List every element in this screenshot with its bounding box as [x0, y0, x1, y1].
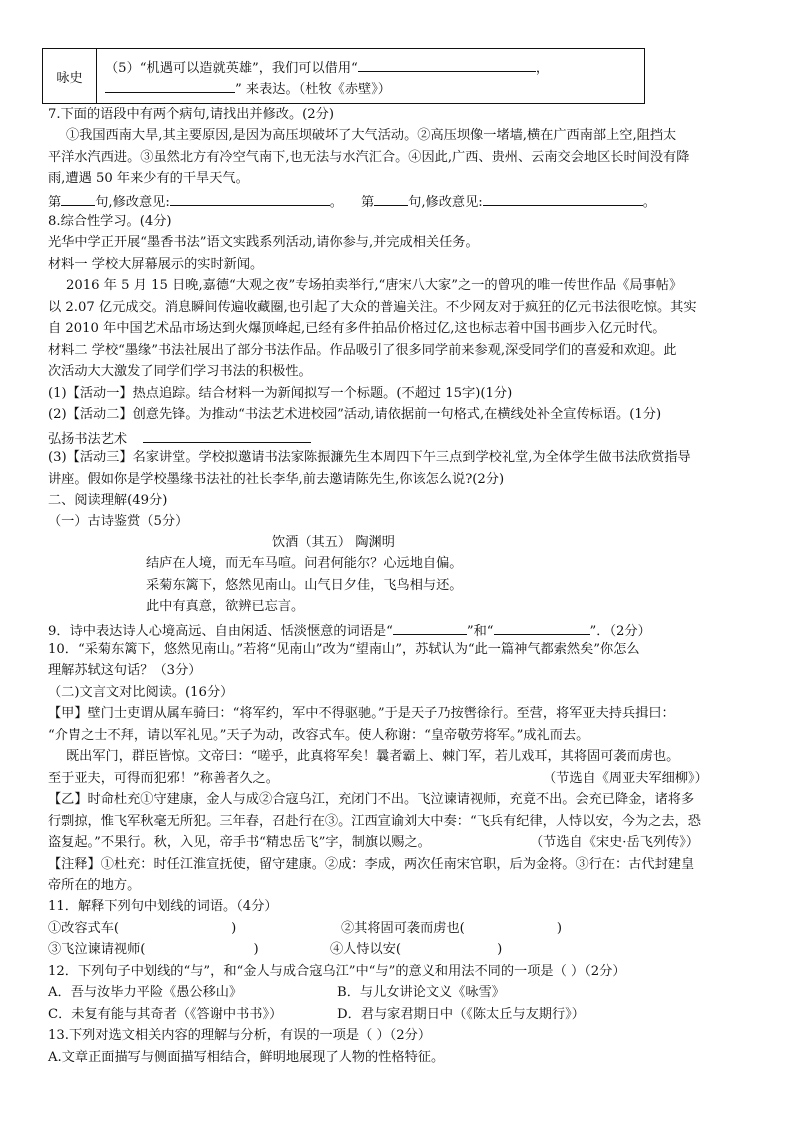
- material1-para: 自 2010 年中国艺术品市场达到火爆顶峰起,已经有多件拍品价格过亿,这也标志着中国书画步入亿元时代。: [48, 321, 666, 336]
- q8-title: 8.综合性学习。(4分): [48, 214, 172, 229]
- yongshi-line2: ” 来表达。（杜牧《赤壁》）: [235, 82, 391, 97]
- poem-line: 采菊东篱下，悠然见南山。山气日夕佳，飞鸟相与还。: [146, 578, 463, 593]
- poem-title: 饮酒（其五） 陶渊明: [272, 535, 395, 550]
- answer-blank[interactable]: [61, 191, 95, 206]
- source-note: （节选自《周亚夫军细柳》）: [543, 771, 708, 786]
- q8-intro: 光华中学正开展“墨香书法”语文实践系列活动,请你参与,并完成相关任务。: [48, 235, 479, 250]
- text-jia: 至于亚夫，可得而犯邪！”称善者久之。: [48, 771, 279, 786]
- q11-item: ④人恃以安( ): [330, 942, 503, 957]
- answer-blank[interactable]: [105, 78, 235, 93]
- q10: 理解苏轼这句话？（3分）: [48, 663, 202, 678]
- q11-item: ①改容式车( ): [48, 921, 237, 936]
- q10: 10．“采菊东篱下，悠然见南山。”若将“见南山”改为“望南山”，苏轼认为“此一篇神气都索然矣”你怎么: [48, 642, 640, 657]
- option-a[interactable]: A.文章正面描写与侧面描写相结合，鲜明地展现了人物的性格特征。: [48, 1050, 445, 1065]
- q11-item: ②其将固可袭而虏也( ): [341, 921, 562, 936]
- activity1: (1)【活动一】热点追踪。结合材料一为新闻拟写一个标题。(不超过 15字)(1分): [48, 386, 513, 401]
- q7-answer-line: 第 句,修改意见: 。 第 句,修改意见: 。: [48, 191, 656, 212]
- q12-title: 12．下列句子中划线的“与”，和“金人与成合寇乌江”中“与”的意义和用法不同的一项是（ ）（2分）: [48, 964, 626, 979]
- q13-title: 13.下列对选文相关内容的理解与分析，有误的一项是（ ）（2分）: [48, 1028, 432, 1043]
- subsection-title: （二)文言文对比阅读。(16分）: [48, 685, 234, 700]
- answer-blank[interactable]: [483, 191, 643, 206]
- option-c[interactable]: C．未复有能与其奇者（《答谢中书书》）: [48, 1007, 283, 1022]
- q11-item: ③飞泣谏请视师( ): [48, 942, 259, 957]
- yongshi-label: 咏史: [43, 49, 97, 104]
- text-jia: 【甲】壁门士吏谓从属车骑曰：“将军约，军中不得驱驰。”于是天子乃按辔徐行。至营，将军亚夫持兵揖曰：: [48, 706, 675, 721]
- option-a[interactable]: A．吾与汝毕力平险《愚公移山》: [48, 985, 243, 1000]
- answer-blank[interactable]: [358, 57, 536, 72]
- material2-para: 次活动大大激发了同学们学习书法的积极性。: [48, 364, 312, 379]
- yongshi-line1: （5）“机遇可以造就英雄”，我们可以借用“: [105, 61, 358, 76]
- answer-blank[interactable]: [374, 191, 408, 206]
- yongshi-content: （5）“机遇可以造就英雄”，我们可以借用“ ， ” 来表达。（杜牧《赤壁》）: [97, 49, 645, 104]
- q7-para: 平洋水汽西进。③虽然北方有冷空气南下,也无法与水汽汇合。④因此,广西、贵州、云南交会地区长时间没有降: [48, 150, 690, 165]
- material1-para: 2016 年 5 月 15 日晚,嘉德“大观之夜”专场拍卖举行,“唐宋八大家”之一的曾巩的唯一传世作品《局事帖》: [66, 278, 683, 293]
- answer-blank[interactable]: [494, 620, 590, 635]
- option-b[interactable]: B．与儿女讲论文义《咏雪》: [337, 985, 505, 1000]
- source-note: （节选自《宋史·岳飞列传》）: [530, 835, 700, 850]
- annotation: 【注释】①杜充：时任江淮宣抚使，留守建康。②成：李成，两次任南宋官职，后为金将。③行在：古代封建皇: [48, 857, 695, 872]
- q11-title: 11．解释下列句中划线的词语。（4分）: [48, 899, 278, 914]
- answer-blank[interactable]: [143, 428, 311, 443]
- text-jia: 既出军门，群臣皆惊。文帝曰：“嗟乎，此真将军矣！曩者霸上、棘门军，若儿戏耳，其将固可袭而虏也。: [66, 749, 680, 764]
- activity3: 讲座。假如你是学校墨缘书法社的社长李华,前去邀请陈先生,你该怎么说?(2分): [48, 472, 505, 487]
- text-yi: 盗复起。”不果行。秋，入见，帝手书“精忠岳飞”字，制旗以赐之。: [48, 835, 431, 850]
- answer-blank[interactable]: [393, 620, 467, 635]
- poem-line: 结庐在人境，而无车马喧。问君何能尔？心远地自偏。: [146, 556, 463, 571]
- material1-para: 以 2.07 亿元成交。消息瞬间传遍收藏圈,也引起了大众的普遍关注。不少网友对于疯狂的亿元书法很吃惊。其实: [48, 300, 697, 315]
- yongshi-table: [42, 48, 645, 104]
- q7-title: 7.下面的语段中有两个病句,请找出并修改。(2分): [48, 107, 335, 122]
- option-d[interactable]: D．君与家君期日中（《陈太丘与友期行》）: [337, 1007, 585, 1022]
- answer-blank[interactable]: [170, 191, 330, 206]
- activity2: (2)【活动二】创意先锋。为推动“书法艺术进校园”活动,请依据前一句格式,在横线处补全宣传标语。(1分): [48, 407, 662, 422]
- text-yi: 【乙】时命杜充①守建康，金人与成②合寇乌江，充闭门不出。飞泣谏请视师，充竟不出。会充已降金，诸将多: [48, 792, 695, 807]
- q9: 9．诗中表达诗人心境高远、自由闲适、恬淡惬意的词语是“ ”和“ ”．（2分）: [48, 620, 651, 641]
- slogan-line: 弘扬书法艺术: [48, 428, 311, 449]
- activity3: (3)【活动三】名家讲堂。学校拟邀请书法家陈振濂先生本周四下午三点到学校礼堂,为全体学生做书法欣赏指导: [48, 450, 691, 465]
- material1-title: 材料一 学校大屏幕展示的实时新闻。: [48, 257, 264, 272]
- q7-para: ①我国西南大旱,其主要原因,是因为高压坝破坏了大气活动。②高压坝像一堵墙,横在广西南部上空,阻挡太: [66, 128, 677, 143]
- poem-line: 此中有真意，欲辨已忘言。: [146, 599, 305, 614]
- material2-para: 材料二 学校“墨缘”书法社展出了部分书法作品。作品吸引了很多同学前来参观,深受同学们的喜爱和欢迎。此: [48, 343, 677, 358]
- q7-para: 雨,遭遇 50 年来少有的干旱天气。: [48, 171, 249, 186]
- text-jia: “介胄之士不拜，请以军礼见。”天子为动，改容式车。使人称谢：“皇帝敬劳将军。”成礼而去。: [48, 728, 590, 743]
- text-yi: 行剽掠，惟飞军秋毫无所犯。三年春，召赴行在③。江西宣谕刘大中奏：“飞兵有纪律，人恃以安，今为之去，恐: [48, 814, 701, 829]
- section-title: 二、阅读理解(49分): [48, 493, 168, 508]
- annotation: 帝所在的地方。: [48, 878, 141, 893]
- subsection-title: （一）古诗鉴赏（5分）: [48, 514, 189, 529]
